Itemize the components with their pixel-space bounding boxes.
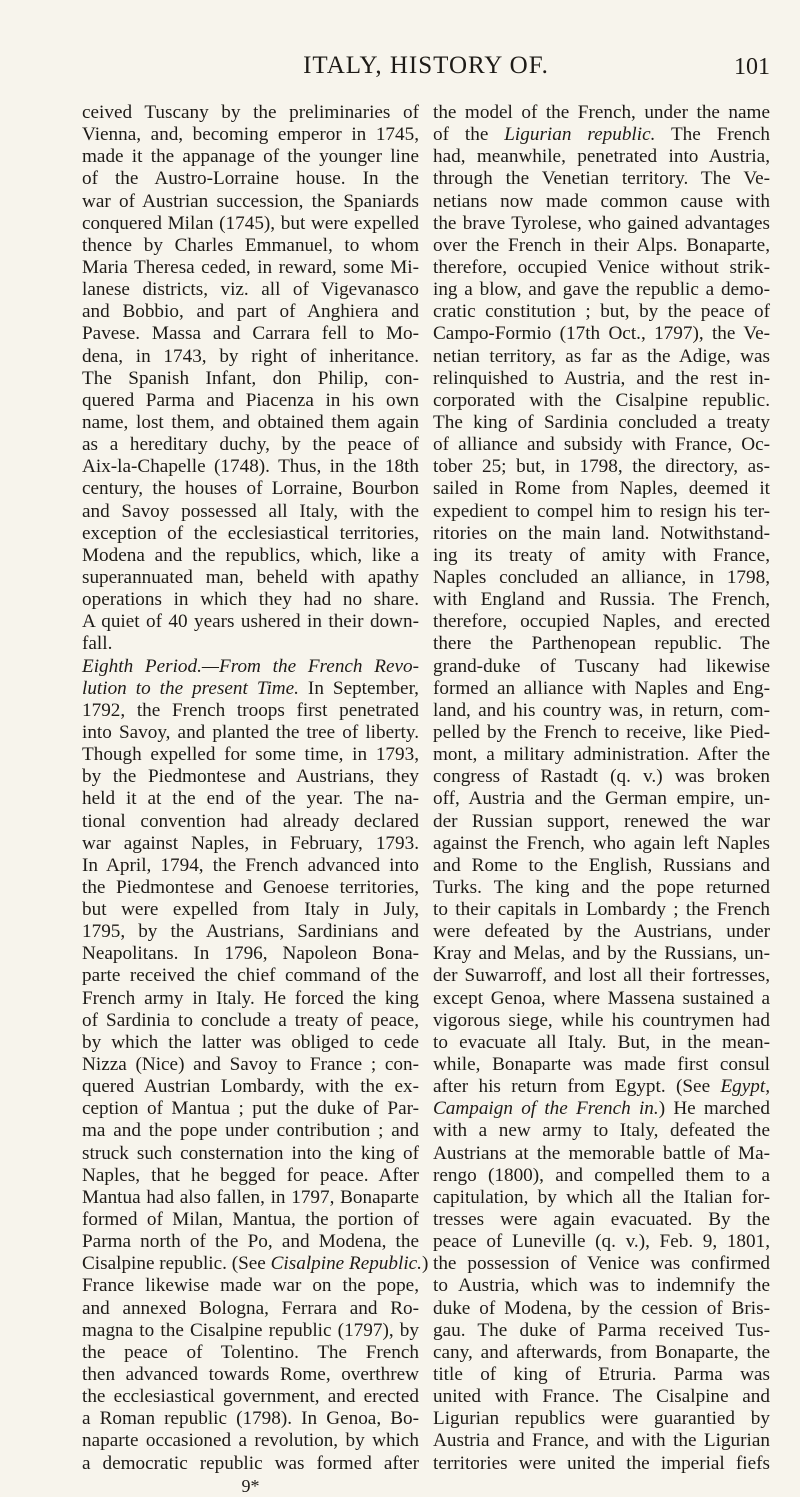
text-line: ing its treaty of amity with France, [433, 544, 770, 566]
text-line: magna to the Cisalpine republic (1797), by [82, 1319, 419, 1341]
text-line: congress of Rastadt (q. v.) was broken [433, 766, 770, 788]
text-line: by which the latter was obliged to cede [82, 1031, 419, 1053]
text-line: lanese districts, viz. all of Vigevanasco [82, 279, 419, 301]
text-line: the brave Tyrolese, who gained advantages [433, 212, 770, 234]
text-line: as a hereditary duchy, by the peace of [82, 434, 419, 456]
text-line: Austria and France, and with the Ligurian [433, 1430, 770, 1452]
text-line: grand-duke of Tuscany had likewise [433, 655, 770, 677]
text-line: a Roman republic (1798). In Genoa, Bo- [82, 1408, 419, 1430]
text-line: of alliance and subsidy with France, Oc- [433, 434, 770, 456]
text-line: and Savoy possessed all Italy, with the [82, 500, 419, 522]
text-line: gau. The duke of Parma received Tus- [433, 1319, 770, 1341]
text-line: The king of Sardinia concluded a treaty [433, 411, 770, 433]
text-line: war of Austrian succession, the Spaniards [82, 190, 419, 212]
text-line: mont, a military administration. After the [433, 744, 770, 766]
text-line: of Sardinia to conclude a treaty of peace, [82, 1009, 419, 1031]
text-line: of the Ligurian republic. The French [433, 124, 770, 146]
text-line: to their capitals in Lombardy ; the French [433, 899, 770, 921]
text-line: with England and Russia. The French, [433, 589, 770, 611]
text-line: tional convention had already declared [82, 810, 419, 832]
text-line: netian territory, as far as the Adige, was [433, 345, 770, 367]
text-line: war against Naples, in February, 1793. [82, 832, 419, 854]
text-line: ing a blow, and gave the republic a demo- [433, 279, 770, 301]
text-line: Naples, that he begged for peace. After [82, 1164, 419, 1186]
text-line: cratic constitution ; but, by the peace of [433, 301, 770, 323]
text-line: except Genoa, where Massena sustained a [433, 987, 770, 1009]
text-line: Aix-la-Chapelle (1748). Thus, in the 18th [82, 456, 419, 478]
text-line: 1792, the French troops first penetrated [82, 699, 419, 721]
text-line: the ecclesiastical government, and erected [82, 1386, 419, 1408]
text-line: the possession of Venice was confirmed [433, 1253, 770, 1275]
text-line: rengo (1800), and compelled them to a [433, 1164, 770, 1186]
text-line: Neapolitans. In 1796, Napoleon Bona- [82, 943, 419, 965]
text-line: operations in which they had no share. [82, 589, 419, 611]
text-line: and Rome to the English, Russians and [433, 854, 770, 876]
text-line: Modena and the republics, which, like a [82, 544, 419, 566]
text-line: The Spanish Infant, don Philip, con- [82, 367, 419, 389]
text-line: of the Austro-Lorraine house. In the [82, 168, 419, 190]
text-line: to Austria, which was to indemnify the [433, 1275, 770, 1297]
text-line: relinquished to Austria, and the rest in- [433, 367, 770, 389]
text-line: 1795, by the Austrians, Sardinians and [82, 921, 419, 943]
text-line: vigorous siege, while his countrymen had [433, 1009, 770, 1031]
text-line: by the Piedmontese and Austrians, they [82, 766, 419, 788]
text-line: title of king of Etruria. Parma was [433, 1364, 770, 1386]
text-line: Nizza (Nice) and Savoy to France ; con- [82, 1054, 419, 1076]
text-line: peace of Luneville (q. v.), Feb. 9, 1801, [433, 1231, 770, 1253]
text-line: Turks. The king and the pope returned [433, 876, 770, 898]
text-line: Cisalpine republic. (See Cisalpine Republic.) [82, 1253, 429, 1275]
text-line: against the French, who again left Naples [433, 832, 770, 854]
text-line: Naples concluded an alliance, in 1798, [433, 566, 770, 588]
text-line: over the French in their Alps. Bonaparte, [433, 234, 770, 256]
left-column [82, 102, 429, 1497]
text-line: Austrians at the memorable battle of Ma- [433, 1142, 770, 1164]
text-line: name, lost them, and obtained them again [82, 411, 419, 433]
text-line: Pavese. Massa and Carrara fell to Mo- [82, 323, 419, 345]
text-line: the peace of Tolentino. The French [82, 1341, 419, 1363]
text-line: Mantua had also fallen, in 1797, Bonaparte [82, 1186, 419, 1208]
right-column [433, 102, 770, 1475]
text-line: parte received the chief command of the [82, 965, 419, 987]
text-line: Ligurian republics were guarantied by [433, 1408, 770, 1430]
text-line: quered Austrian Lombardy, with the ex- [82, 1076, 419, 1098]
page-number: 101 [734, 54, 770, 80]
text-line: the model of the French, under the name [433, 102, 770, 123]
text-line: struck such consternation into the king of [82, 1142, 419, 1164]
text-line: duke of Modena, by the cession of Bris- [433, 1297, 770, 1319]
text-line: In April, 1794, the French advanced into [82, 854, 419, 876]
text-line: quered Parma and Piacenza in his own [82, 389, 419, 411]
text-line: conquered Milan (1745), but were expelled [82, 212, 419, 234]
text-line: Though expelled for some time, in 1793, [82, 744, 419, 766]
text-line: Parma north of the Po, and Modena, the [82, 1231, 419, 1253]
text-line: thence by Charles Emmanuel, to whom [82, 234, 419, 256]
text-line: into Savoy, and planted the tree of liberty. [82, 721, 419, 743]
text-line: and Bobbio, and part of Anghiera and [82, 301, 419, 323]
text-line: after his return from Egypt. (See Egypt, [433, 1076, 770, 1098]
text-line: tresses were again evacuated. By the [433, 1209, 770, 1231]
text-line: ma and the pope under contribution ; and [82, 1120, 419, 1142]
text-line: Vienna, and, becoming emperor in 1745, [82, 124, 419, 146]
text-line: had, meanwhile, penetrated into Austria, [433, 146, 770, 168]
text-line: der Suwarroff, and lost all their fortresses, [433, 965, 770, 987]
text-line: united with France. The Cisalpine and [433, 1386, 770, 1408]
text-line: there the Parthenopean republic. The [433, 633, 770, 655]
text-line: tober 25; but, in 1798, the directory, as- [433, 456, 770, 478]
text-line: while, Bonaparte was made first consul [433, 1054, 770, 1076]
text-line: corporated with the Cisalpine republic. [433, 389, 770, 411]
text-line: Kray and Melas, and by the Russians, un- [433, 943, 770, 965]
text-line: then advanced towards Rome, overthrew [82, 1364, 419, 1386]
running-header [82, 52, 770, 92]
text-line: ritories on the main land. Notwithstand- [433, 522, 770, 544]
text-line: France likewise made war on the pope, [82, 1275, 419, 1297]
text-line: Campaign of the French in.) He marched [433, 1098, 770, 1120]
text-line: Maria Theresa ceded, in reward, some Mi- [82, 256, 419, 278]
text-line: superannuated man, beheld with apathy [82, 566, 419, 588]
text-line: territories were united the imperial fiefs [433, 1452, 770, 1474]
text-line: capitulation, by which all the Italian for- [433, 1186, 770, 1208]
text-line: but were expelled from Italy in July, [82, 899, 419, 921]
text-line: a democratic republic was formed after [82, 1452, 419, 1474]
text-line: A quiet of 40 years ushered in their down- [82, 611, 419, 633]
text-line: lution to the present Time. In September, [82, 677, 419, 699]
text-line: land, and his country was, in return, com- [433, 699, 770, 721]
text-line: and annexed Bologna, Ferrara and Ro- [82, 1297, 419, 1319]
text-line: exception of the ecclesiastical territories, [82, 522, 419, 544]
text-line: century, the houses of Lorraine, Bourbon [82, 478, 419, 500]
text-line: French army in Italy. He forced the king [82, 987, 419, 1009]
text-line: dena, in 1743, by right of inheritance. [82, 345, 419, 367]
text-line: made it the appanage of the younger line [82, 146, 419, 168]
text-line: therefore, occupied Naples, and erected [433, 611, 770, 633]
text-line: therefore, occupied Venice without strik- [433, 256, 770, 278]
text-line: ceived Tuscany by the preliminaries of [82, 102, 419, 123]
text-line: formed of Milan, Mantua, the portion of [82, 1209, 419, 1231]
text-line: held it at the end of the year. The na- [82, 788, 419, 810]
text-line: off, Austria and the German empire, un- [433, 788, 770, 810]
text-line: naparte occasioned a revolution, by which [82, 1430, 419, 1452]
text-line: formed an alliance with Naples and Eng- [433, 677, 770, 699]
text-line: pelled by the French to receive, like Pied- [433, 721, 770, 743]
text-line: sailed in Rome from Naples, deemed it [433, 478, 770, 500]
text-line: to evacuate all Italy. But, in the mean- [433, 1031, 770, 1053]
text-line: with a new army to Italy, defeated the [433, 1120, 770, 1142]
signature-mark: 9* [241, 1475, 260, 1496]
text-line: ception of Mantua ; put the duke of Par- [82, 1098, 419, 1120]
text-line: were defeated by the Austrians, under [433, 921, 770, 943]
text-line: cany, and afterwards, from Bonaparte, the [433, 1341, 770, 1363]
text-line: Eighth Period.—From the French Revo- [82, 655, 419, 677]
text-line: through the Venetian territory. The Ve- [433, 168, 770, 190]
text-line: netians now made common cause with [433, 190, 770, 212]
text-line: Campo-Formio (17th Oct., 1797), the Ve- [433, 323, 770, 345]
text-line: expedient to compel him to resign his ter- [433, 500, 770, 522]
text-line: der Russian support, renewed the war [433, 810, 770, 832]
page-title: ITALY, HISTORY OF. [303, 52, 549, 79]
text-line: fall. [82, 633, 113, 655]
text-line: the Piedmontese and Genoese territories, [82, 876, 419, 898]
